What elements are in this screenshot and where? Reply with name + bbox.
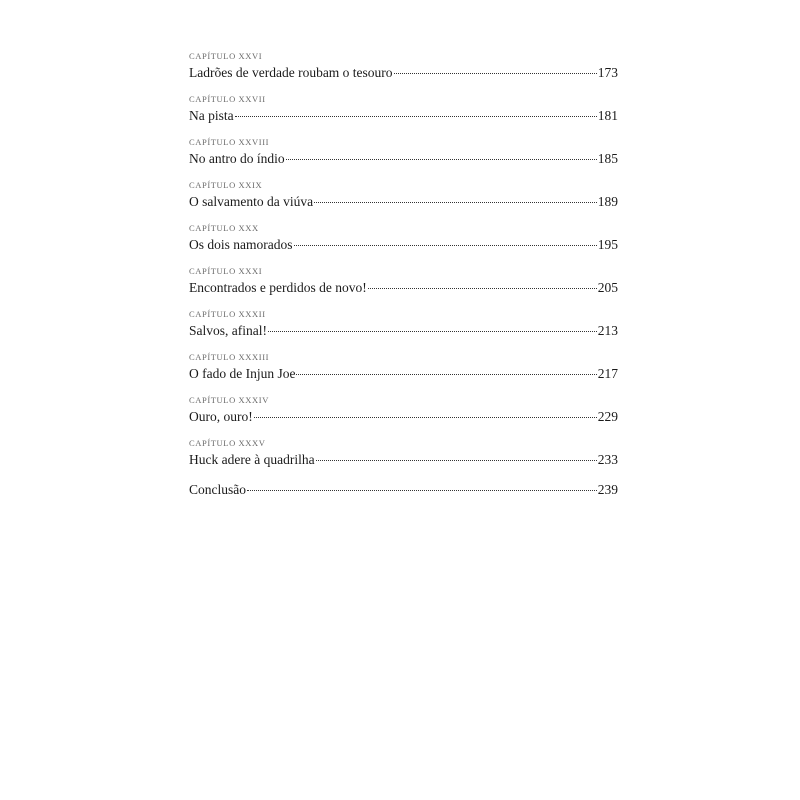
toc-line bbox=[189, 63, 618, 83]
page-number: 181 bbox=[597, 108, 618, 123]
chapter-label: CAPÍTULO XXXIV bbox=[189, 395, 269, 405]
page-number: 213 bbox=[597, 323, 618, 338]
toc-entry bbox=[189, 438, 618, 481]
page-number: 217 bbox=[597, 366, 618, 381]
toc-entry bbox=[189, 137, 618, 180]
chapter-label: CAPÍTULO XXXIII bbox=[189, 352, 270, 362]
toc-entry bbox=[189, 94, 618, 137]
chapter-title: Encontrados e perdidos de novo! bbox=[189, 280, 367, 295]
chapter-title: O salvamento da viúva bbox=[189, 194, 314, 209]
dot-leader bbox=[235, 115, 597, 117]
toc-entry bbox=[189, 309, 618, 352]
chapter-title: Ladrões de verdade roubam o tesouro bbox=[189, 65, 393, 80]
dot-leader bbox=[368, 287, 597, 289]
toc-line bbox=[189, 480, 618, 500]
dot-leader bbox=[296, 373, 596, 375]
dot-leader bbox=[286, 158, 597, 160]
dot-leader bbox=[247, 489, 597, 491]
toc-line bbox=[189, 149, 618, 169]
toc-line bbox=[189, 364, 618, 384]
chapter-title: Ouro, ouro! bbox=[189, 409, 253, 424]
toc-entry bbox=[189, 352, 618, 395]
dot-leader bbox=[294, 244, 597, 246]
page-number: 205 bbox=[597, 280, 618, 295]
page-number: 173 bbox=[597, 65, 618, 80]
dot-leader bbox=[268, 330, 597, 332]
toc-entry-conclusion bbox=[189, 481, 618, 524]
dot-leader bbox=[394, 72, 597, 74]
chapter-label: CAPÍTULO XXX bbox=[189, 223, 259, 233]
toc-entry bbox=[189, 180, 618, 223]
toc-entry bbox=[189, 266, 618, 309]
chapter-label: CAPÍTULO XXIX bbox=[189, 180, 263, 190]
chapter-title: Na pista bbox=[189, 108, 234, 123]
page-number: 195 bbox=[597, 237, 618, 252]
toc-line bbox=[189, 235, 618, 255]
table-of-contents bbox=[189, 51, 618, 524]
dot-leader bbox=[316, 459, 597, 461]
chapter-title: Conclusão bbox=[189, 482, 246, 497]
toc-line bbox=[189, 407, 618, 427]
toc-entry bbox=[189, 51, 618, 94]
chapter-title: Salvos, afinal! bbox=[189, 323, 267, 338]
chapter-title: No antro do índio bbox=[189, 151, 285, 166]
dot-leader bbox=[254, 416, 597, 418]
toc-line bbox=[189, 450, 618, 470]
chapter-label: CAPÍTULO XXXV bbox=[189, 438, 266, 448]
dot-leader bbox=[314, 201, 597, 203]
page-number: 229 bbox=[597, 409, 618, 424]
toc-entry bbox=[189, 223, 618, 266]
chapter-title: O fado de Injun Joe bbox=[189, 366, 296, 381]
chapter-title: Huck adere à quadrilha bbox=[189, 452, 315, 467]
chapter-title: Os dois namorados bbox=[189, 237, 293, 252]
toc-line bbox=[189, 278, 618, 298]
page-number: 239 bbox=[597, 482, 618, 497]
page-number: 189 bbox=[597, 194, 618, 209]
chapter-label: CAPÍTULO XXVI bbox=[189, 51, 263, 61]
page-number: 185 bbox=[597, 151, 618, 166]
chapter-label: CAPÍTULO XXVIII bbox=[189, 137, 270, 147]
page-number: 233 bbox=[597, 452, 618, 467]
toc-entry bbox=[189, 395, 618, 438]
chapter-label: CAPÍTULO XXXI bbox=[189, 266, 263, 276]
toc-line bbox=[189, 106, 618, 126]
toc-line bbox=[189, 192, 618, 212]
chapter-label: CAPÍTULO XXXII bbox=[189, 309, 266, 319]
chapter-label: CAPÍTULO XXVII bbox=[189, 94, 266, 104]
toc-line bbox=[189, 321, 618, 341]
